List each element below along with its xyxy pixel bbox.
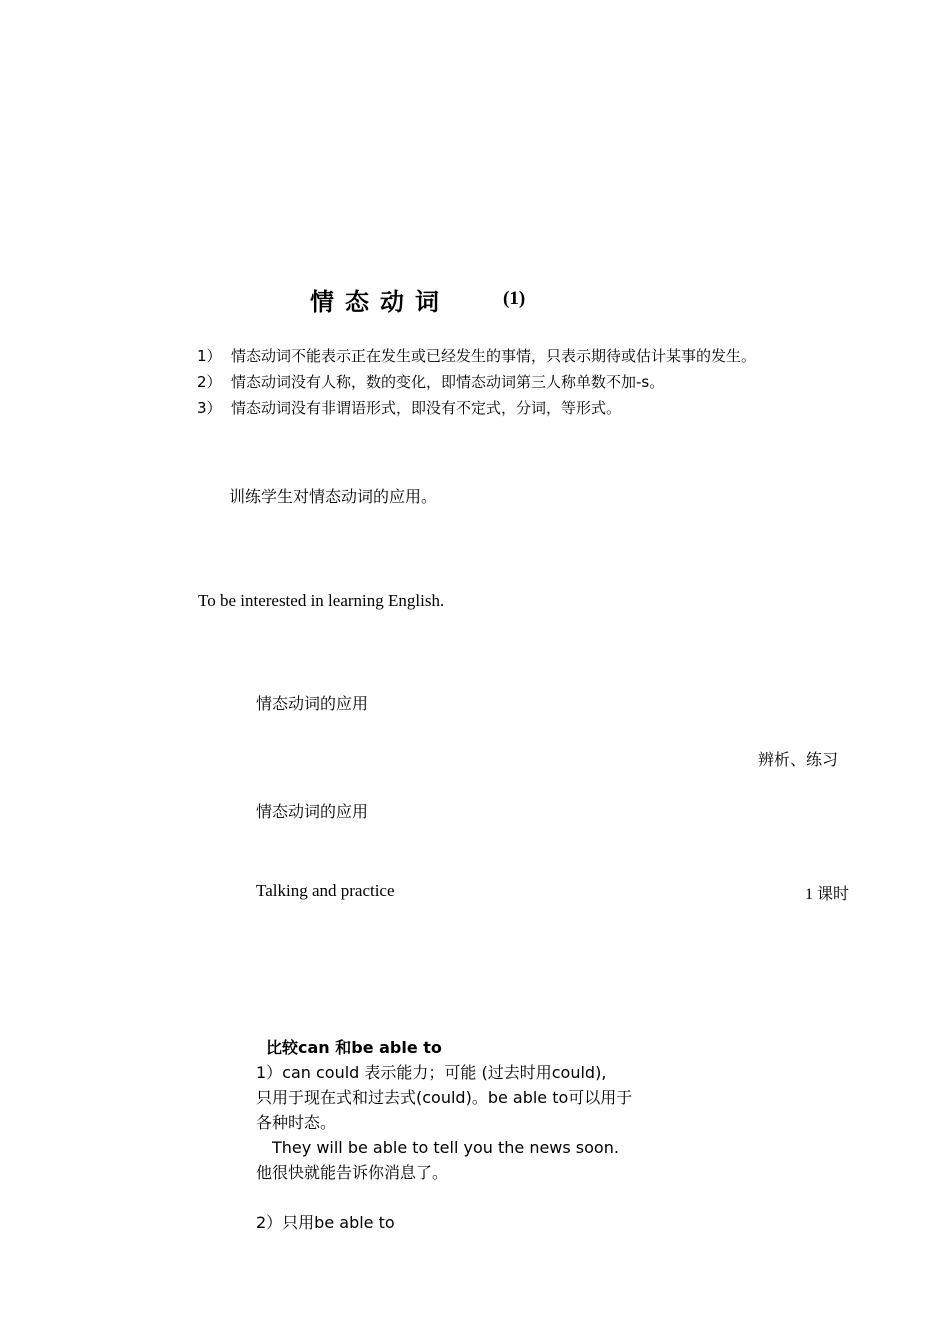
body-line: 2）只用be able to [256,1213,395,1232]
lesson-body [256,1035,686,1235]
aim-chinese: 训练学生对情态动词的应用。 [229,487,438,506]
page-title: 情态动词 [310,288,450,316]
point-number: 2） [197,373,222,391]
point-text: 情态动词没有非谓语形式，即没有不定式，分词，等形式。 [231,399,622,417]
section-heading: 比较can 和be able to [266,1038,442,1057]
body-line: 1）can could 表示能力；可能 (过去时用could), [256,1063,607,1082]
point-number: 3） [197,399,222,417]
example-english: They will be able to tell you the news soon. [272,1138,619,1157]
body-line: 只用于现在式和过去式(could)。be able to可以用于 [256,1088,633,1107]
point-1 [197,345,756,366]
point-text: 情态动词不能表示正在发生或已经发生的事情，只表示期待或估计某事的发生。 [231,347,757,365]
example-chinese: 他很快就能告诉你消息了。 [256,1163,449,1182]
point-3 [197,397,621,418]
key-point: 情态动词的应用 [256,694,369,713]
teaching-activity: Talking and practice [256,881,395,900]
blank-line [256,1185,686,1210]
teaching-method: 辨析、练习 [758,750,839,769]
point-number: 1） [197,347,222,365]
class-period: 1 课时 [805,886,850,903]
body-line: 各种时态。 [256,1113,337,1132]
difficult-point: 情态动词的应用 [256,802,369,821]
point-2 [197,371,664,392]
aim-english: To be interested in learning English. [198,591,445,610]
page-title-number: (1) [503,288,526,309]
point-text: 情态动词没有人称，数的变化，即情态动词第三人称单数不加-s。 [231,373,665,391]
